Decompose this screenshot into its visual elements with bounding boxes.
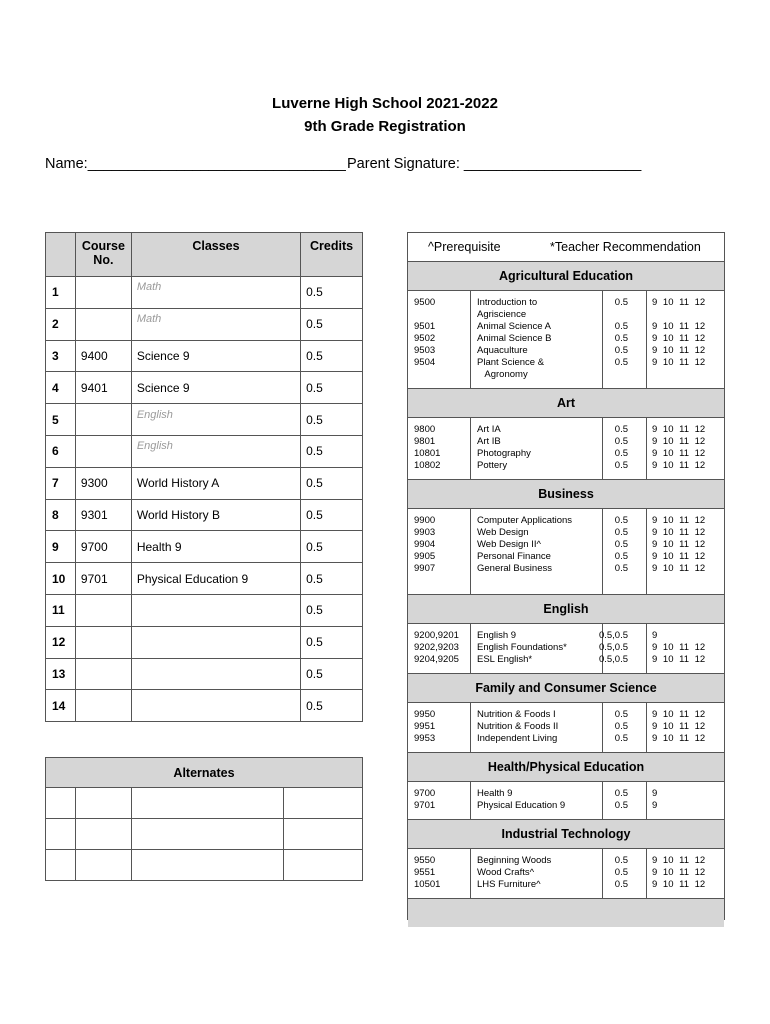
- credits-cell: 0.5: [301, 340, 363, 372]
- course-number-cell[interactable]: 9401: [75, 372, 131, 404]
- course-number: 9900: [414, 515, 436, 526]
- course-credits: 0.5: [614, 515, 628, 526]
- catalog-footer: [408, 899, 724, 927]
- subject-hint: English: [136, 408, 173, 421]
- prerequisite-legend: ^Prerequisite: [428, 240, 501, 254]
- course-number: 9501: [414, 321, 436, 332]
- class-row[interactable]: [46, 658, 363, 690]
- course-number: 10801: [414, 448, 441, 459]
- alternate-class-cell[interactable]: [132, 788, 284, 819]
- course-title: Nutrition & Foods II: [477, 721, 559, 732]
- catalog-course: [408, 721, 724, 733]
- credits-cell: 0.5: [301, 372, 363, 404]
- course-number-cell[interactable]: 9400: [75, 340, 131, 372]
- course-title-continued: Agriscience: [477, 309, 527, 320]
- alternate-class-cell[interactable]: [132, 819, 284, 850]
- course-title: Animal Science B: [477, 333, 552, 344]
- course-grades: 9 10 11 12: [652, 733, 706, 744]
- course-grades: 9 10 11 12: [652, 321, 706, 332]
- course-number: 9502: [414, 333, 436, 344]
- course-title: Plant Science &: [477, 357, 545, 368]
- course-number: 9903: [414, 527, 436, 538]
- row-number: 1: [46, 277, 76, 309]
- catalog-course: [408, 709, 724, 721]
- catalog-course: [408, 879, 724, 891]
- class-row[interactable]: [46, 626, 363, 658]
- course-number: 9503: [414, 345, 436, 356]
- course-number: 9551: [414, 867, 436, 878]
- department-header: [408, 595, 724, 624]
- class-row[interactable]: [46, 308, 363, 340]
- course-grades: 9 10 11 12: [652, 436, 706, 447]
- class-row[interactable]: [46, 467, 363, 499]
- course-number-cell[interactable]: 9300: [75, 467, 131, 499]
- subject-hint: Math: [136, 281, 162, 294]
- catalog-course: [408, 642, 724, 654]
- page-subtitle: 9th Grade Registration: [304, 118, 466, 135]
- credits-cell: 0.5: [301, 658, 363, 690]
- course-number-cell[interactable]: [75, 404, 131, 436]
- class-name-cell[interactable]: [131, 277, 300, 309]
- course-title: Independent Living: [477, 733, 558, 744]
- course-grades: 9 10 11 12: [652, 551, 706, 562]
- catalog-course: [408, 788, 724, 800]
- alternates-table: [45, 757, 363, 881]
- course-credits: 0.5: [614, 424, 628, 435]
- header-classes: Classes: [131, 233, 300, 277]
- course-grades: 9 10 11 12: [652, 297, 706, 308]
- course-title: LHS Furniture^: [477, 879, 541, 890]
- credits-cell: 0.5: [301, 626, 363, 658]
- row-number: 5: [46, 404, 76, 436]
- credits-cell: 0.5: [301, 690, 363, 722]
- course-number: 9202,9203: [414, 642, 459, 653]
- alternate-course-cell[interactable]: [76, 819, 132, 850]
- catalog-course: [408, 654, 724, 666]
- class-row[interactable]: [46, 372, 363, 404]
- class-name-cell[interactable]: World History A: [131, 467, 300, 499]
- course-number: 9950: [414, 709, 436, 720]
- row-number: 7: [46, 467, 76, 499]
- course-title-continued: Agronomy: [477, 369, 528, 380]
- class-row[interactable]: [46, 277, 363, 309]
- row-number: 13: [46, 658, 76, 690]
- course-credits: 0.5: [614, 448, 628, 459]
- course-grades: 9 10 11 12: [652, 563, 706, 574]
- alternate-row[interactable]: [46, 819, 363, 850]
- course-credits: 0.5: [614, 345, 628, 356]
- department-course-list: [408, 703, 724, 753]
- catalog-course: [408, 551, 724, 563]
- course-number: 9550: [414, 855, 436, 866]
- course-grades: 9 10 11 12: [652, 333, 706, 344]
- class-name-cell[interactable]: Science 9: [131, 340, 300, 372]
- class-row[interactable]: [46, 404, 363, 436]
- department-header: [408, 389, 724, 418]
- catalog-course: [408, 800, 724, 812]
- course-title: Computer Applications: [477, 515, 573, 526]
- course-title: English 9: [477, 630, 517, 641]
- course-title: English Foundations*: [477, 642, 567, 653]
- department-name: English: [543, 602, 589, 616]
- course-credits: 0.5: [614, 436, 628, 447]
- department-name: Industrial Technology: [501, 827, 631, 841]
- row-number: 10: [46, 563, 76, 595]
- course-number-cell[interactable]: [75, 626, 131, 658]
- department-course-list: [408, 418, 724, 480]
- alternate-class-cell[interactable]: [132, 850, 284, 881]
- department-course-list: [408, 291, 724, 389]
- catalog-course: [408, 630, 724, 642]
- catalog-course: [408, 297, 724, 320]
- course-credits: 0.5: [614, 800, 628, 811]
- course-title: Nutrition & Foods I: [477, 709, 556, 720]
- credits-cell: 0.5: [301, 467, 363, 499]
- course-number: 9905: [414, 551, 436, 562]
- catalog-course: [408, 855, 724, 867]
- department-header: [408, 674, 724, 703]
- alternate-num-cell[interactable]: [46, 788, 76, 819]
- catalog-course: [408, 321, 724, 333]
- course-number: 9204,9205: [414, 654, 459, 665]
- course-credits: 0.5,0.5: [598, 654, 628, 665]
- credits-cell: 0.5: [301, 277, 363, 309]
- course-title: Art IA: [477, 424, 501, 435]
- catalog-course: [408, 460, 724, 472]
- class-name-cell[interactable]: [131, 690, 300, 722]
- department-course-list: [408, 782, 724, 820]
- alternate-num-cell[interactable]: [46, 819, 76, 850]
- course-number: 9951: [414, 721, 436, 732]
- course-title: Art IB: [477, 436, 501, 447]
- course-title: Personal Finance: [477, 551, 551, 562]
- course-credits: 0.5,0.5: [598, 630, 628, 641]
- alternate-course-cell[interactable]: [76, 788, 132, 819]
- course-number: 10501: [414, 879, 441, 890]
- course-grades: 9 10 11 12: [652, 709, 706, 720]
- credits-cell: 0.5: [301, 308, 363, 340]
- alternate-course-cell[interactable]: [76, 850, 132, 881]
- header-num: [46, 233, 76, 277]
- course-grades: 9: [652, 630, 658, 641]
- row-number: 8: [46, 499, 76, 531]
- course-grades: 9 10 11 12: [652, 879, 706, 890]
- course-title: Wood Crafts^: [477, 867, 535, 878]
- class-row[interactable]: [46, 594, 363, 626]
- catalog-course: [408, 733, 724, 745]
- course-number: 9200,9201: [414, 630, 459, 641]
- course-grades: 9: [652, 788, 658, 799]
- course-credits: 0.5: [614, 321, 628, 332]
- course-grades: 9 10 11 12: [652, 527, 706, 538]
- department-name: Business: [538, 487, 594, 501]
- course-title: Web Design II^: [477, 539, 541, 550]
- course-number: 9907: [414, 563, 436, 574]
- class-row[interactable]: [46, 340, 363, 372]
- course-credits: 0.5: [614, 788, 628, 799]
- alternate-num-cell[interactable]: [46, 850, 76, 881]
- catalog-course: [408, 539, 724, 551]
- class-name-cell[interactable]: [131, 308, 300, 340]
- row-number: 2: [46, 308, 76, 340]
- row-number: 3: [46, 340, 76, 372]
- catalog-course: [408, 563, 724, 575]
- course-grades: 9: [652, 800, 658, 811]
- alternate-credit-cell[interactable]: [284, 850, 363, 881]
- credits-cell: 0.5: [301, 531, 363, 563]
- catalog-course: [408, 333, 724, 345]
- course-number-cell[interactable]: 9301: [75, 499, 131, 531]
- catalog-course: [408, 515, 724, 527]
- class-name-cell[interactable]: [131, 594, 300, 626]
- course-title: Web Design: [477, 527, 529, 538]
- course-catalog: [407, 232, 725, 920]
- course-title: Beginning Woods: [477, 855, 552, 866]
- course-title: Pottery: [477, 460, 508, 471]
- course-credits: 0.5: [614, 551, 628, 562]
- course-number: 9800: [414, 424, 436, 435]
- class-name-cell[interactable]: World History B: [131, 499, 300, 531]
- department-name: Health/Physical Education: [487, 760, 645, 774]
- alternate-row[interactable]: [46, 788, 363, 819]
- class-row[interactable]: [46, 499, 363, 531]
- course-title: Physical Education 9: [477, 800, 566, 811]
- course-grades: 9 10 11 12: [652, 642, 706, 653]
- page-title: Luverne High School 2021-2022: [272, 95, 498, 112]
- course-grades: 9 10 11 12: [652, 855, 706, 866]
- course-grades: 9 10 11 12: [652, 539, 706, 550]
- credits-cell: 0.5: [301, 404, 363, 436]
- course-credits: 0.5: [614, 527, 628, 538]
- course-title: General Business: [477, 563, 552, 574]
- course-number-cell[interactable]: [75, 690, 131, 722]
- row-number: 11: [46, 594, 76, 626]
- department-name: Agricultural Education: [498, 269, 634, 283]
- course-credits: 0.5: [614, 721, 628, 732]
- course-number: 9953: [414, 733, 436, 744]
- class-name-cell[interactable]: Health 9: [131, 531, 300, 563]
- course-credits: 0.5: [614, 855, 628, 866]
- alternate-credit-cell[interactable]: [284, 788, 363, 819]
- catalog-course: [408, 424, 724, 436]
- course-credits: 0.5: [614, 333, 628, 344]
- course-title: Animal Science A: [477, 321, 551, 332]
- course-title: Aquaculture: [477, 345, 528, 356]
- credits-cell: 0.5: [301, 563, 363, 595]
- department-header: [408, 262, 724, 291]
- row-number: 14: [46, 690, 76, 722]
- course-number: 9700: [414, 788, 436, 799]
- department-name: Family and Consumer Science: [475, 681, 657, 695]
- catalog-course: [408, 448, 724, 460]
- course-credits: 0.5,0.5: [598, 642, 628, 653]
- catalog-course: [408, 867, 724, 879]
- subject-hint: English: [136, 440, 173, 453]
- course-number: 9904: [414, 539, 436, 550]
- catalog-course: [408, 527, 724, 539]
- course-grades: 9 10 11 12: [652, 460, 706, 471]
- class-row[interactable]: [46, 531, 363, 563]
- course-grades: 9 10 11 12: [652, 867, 706, 878]
- department-header: [408, 820, 724, 849]
- class-name-cell[interactable]: [131, 435, 300, 467]
- course-credits: 0.5: [614, 539, 628, 550]
- course-grades: 9 10 11 12: [652, 357, 706, 368]
- course-grades: 9 10 11 12: [652, 448, 706, 459]
- course-number: 9500: [414, 297, 436, 308]
- teacher-recommendation-legend: *Teacher Recommendation: [550, 240, 701, 254]
- course-number-cell[interactable]: [75, 594, 131, 626]
- course-number: 10802: [414, 460, 441, 471]
- parent-signature-field[interactable]: Parent Signature: ______________________: [347, 156, 642, 172]
- classes-header-row: [46, 233, 363, 277]
- course-title: Photography: [477, 448, 531, 459]
- course-title: Health 9: [477, 788, 513, 799]
- alternate-credit-cell[interactable]: [284, 819, 363, 850]
- course-title: Introduction to: [477, 297, 538, 308]
- name-field[interactable]: Name:________________________________: [45, 156, 346, 172]
- row-number: 6: [46, 435, 76, 467]
- course-number-cell[interactable]: 9701: [75, 563, 131, 595]
- course-number: 9801: [414, 436, 436, 447]
- header-credits: Credits: [301, 233, 363, 277]
- department-course-list: [408, 624, 724, 674]
- class-name-cell[interactable]: [131, 658, 300, 690]
- course-number: 9701: [414, 800, 436, 811]
- course-grades: 9 10 11 12: [652, 721, 706, 732]
- course-credits: 0.5: [614, 709, 628, 720]
- course-credits: 0.5: [614, 867, 628, 878]
- course-credits: 0.5: [614, 879, 628, 890]
- course-number-cell[interactable]: [75, 435, 131, 467]
- credits-cell: 0.5: [301, 594, 363, 626]
- course-number: 9504: [414, 357, 436, 368]
- subject-hint: Math: [136, 313, 162, 326]
- class-name-cell[interactable]: Science 9: [131, 372, 300, 404]
- class-name-cell[interactable]: Physical Education 9: [131, 563, 300, 595]
- department-header: [408, 480, 724, 509]
- catalog-course: [408, 345, 724, 357]
- class-name-cell[interactable]: [131, 626, 300, 658]
- course-credits: 0.5: [614, 357, 628, 368]
- classes-table: [45, 232, 363, 722]
- class-row[interactable]: [46, 435, 363, 467]
- course-credits: 0.5: [614, 563, 628, 574]
- credits-cell: 0.5: [301, 435, 363, 467]
- alternates-title: Alternates: [46, 758, 363, 788]
- department-course-list: [408, 509, 724, 595]
- course-number-cell[interactable]: 9700: [75, 531, 131, 563]
- course-grades: 9 10 11 12: [652, 654, 706, 665]
- course-title: ESL English*: [477, 654, 533, 665]
- class-row[interactable]: [46, 690, 363, 722]
- alternate-row[interactable]: [46, 850, 363, 881]
- department-name: Art: [556, 396, 576, 410]
- catalog-course: [408, 436, 724, 448]
- course-grades: 9 10 11 12: [652, 515, 706, 526]
- course-credits: 0.5: [614, 297, 628, 308]
- course-number-cell[interactable]: [75, 308, 131, 340]
- credits-cell: 0.5: [301, 499, 363, 531]
- class-name-cell[interactable]: [131, 404, 300, 436]
- row-number: 9: [46, 531, 76, 563]
- course-grades: 9 10 11 12: [652, 424, 706, 435]
- catalog-course: [408, 357, 724, 380]
- course-number-cell[interactable]: [75, 658, 131, 690]
- row-number: 4: [46, 372, 76, 404]
- class-row[interactable]: [46, 563, 363, 595]
- course-credits: 0.5: [614, 733, 628, 744]
- catalog-legend: [408, 233, 724, 262]
- course-grades: 9 10 11 12: [652, 345, 706, 356]
- row-number: 12: [46, 626, 76, 658]
- alternates-header-row: [46, 758, 363, 788]
- course-number-cell[interactable]: [75, 277, 131, 309]
- department-header: [408, 753, 724, 782]
- header-course-no: Course No.: [75, 233, 131, 277]
- department-course-list: [408, 849, 724, 899]
- course-credits: 0.5: [614, 460, 628, 471]
